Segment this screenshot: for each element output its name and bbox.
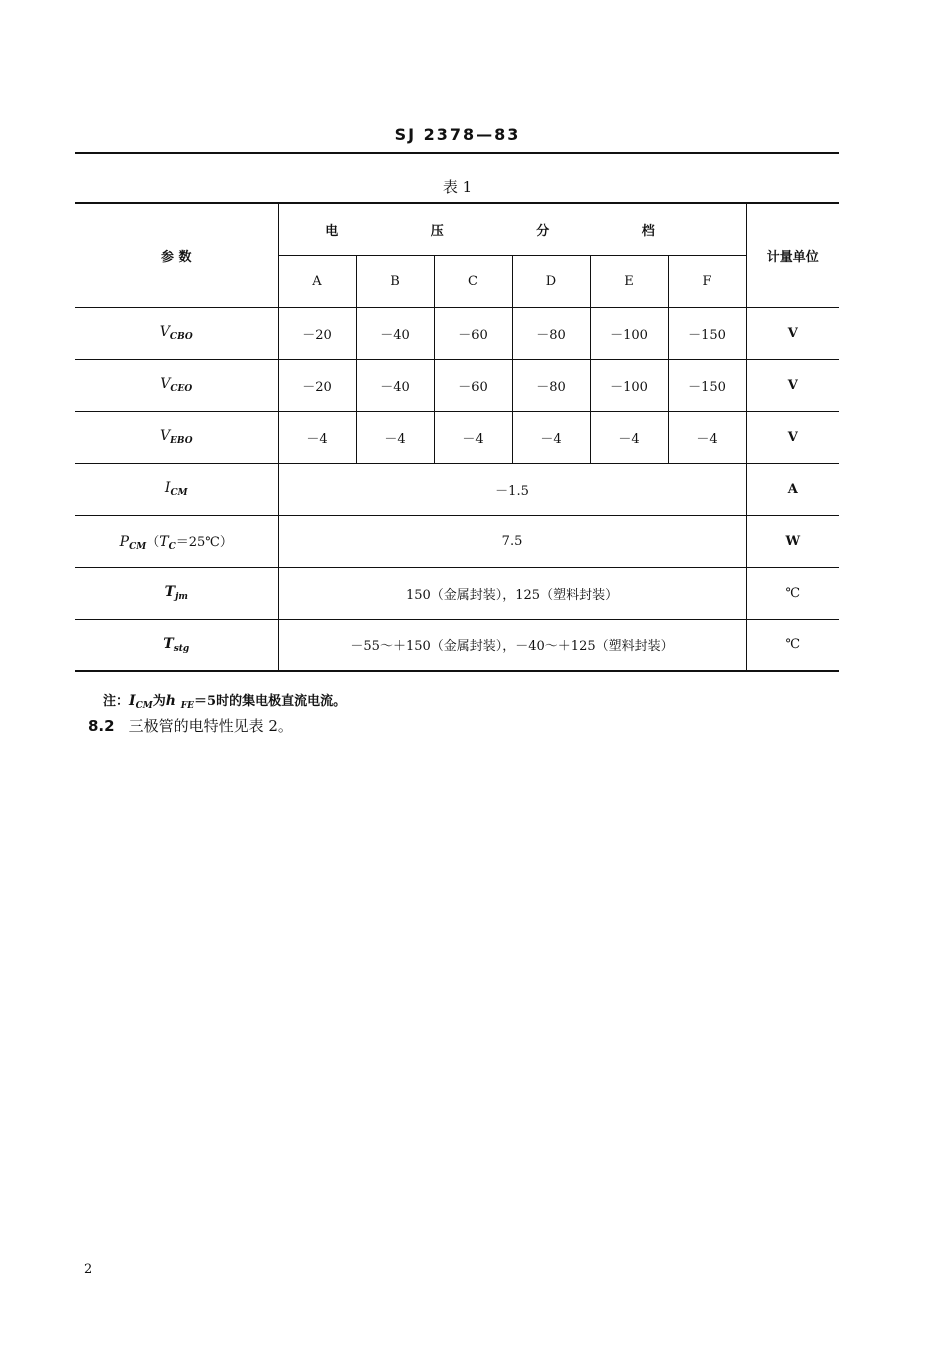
value-cell: －80 [512,307,590,359]
unit-header: 计量单位 [746,203,839,307]
param-icm: $I_{CM}$ [75,463,278,515]
table-row-icm [75,463,839,515]
param-tjm: $T_{jm}$ [75,567,278,619]
value-cell: －4 [512,411,590,463]
param-vcbo: $V_{CBO}$ [75,307,278,359]
page-number: 2 [84,1262,93,1277]
param-pcm: $P_{CM}(T_C=25℃)$ [75,515,278,567]
value-cell: －60 [434,307,512,359]
unit-cell: ℃ [746,567,839,619]
table-row-vceo [75,359,839,411]
class-e-header: E [590,255,668,307]
table-row-tstg [75,619,839,671]
class-b-header: B [356,255,434,307]
value-cell: －4 [278,411,356,463]
unit-cell: V [746,307,839,359]
unit-cell: V [746,411,839,463]
header-rule [75,152,839,154]
rating-table [75,202,839,672]
class-c-header: C [434,255,512,307]
clause-number: 8.2 [88,717,115,735]
clause-8-2 [88,715,293,736]
value-cell: －150 [668,359,746,411]
value-cell: －4 [668,411,746,463]
value-cell: －60 [434,359,512,411]
value-cell: －100 [590,307,668,359]
value-cell: －80 [512,359,590,411]
param-tstg: $T_{stg}$ [75,619,278,671]
value-cell: －4 [356,411,434,463]
param-vceo: $V_{CEO}$ [75,359,278,411]
table-row-tjm [75,567,839,619]
tjm-value: 150（金属封装），125（塑料封装） [278,567,746,619]
class-a-header: A [278,255,356,307]
param-header: 参 数 [75,203,278,307]
pcm-value: 7.5 [278,515,746,567]
unit-cell: ℃ [746,619,839,671]
unit-cell: V [746,359,839,411]
table-note: 注：$I_{CM}$为h $_{FE}$＝5时的集电极直流电流。 [103,693,347,711]
voltage-class-header: 电 压 分 档 [278,203,746,255]
value-cell: －20 [278,307,356,359]
unit-cell: A [746,463,839,515]
value-cell: －4 [434,411,512,463]
tstg-value: －55～＋150（金属封装），－40～＋125（塑料封装） [278,619,746,671]
class-d-header: D [512,255,590,307]
clause-text: 三极管的电特性见表 2。 [128,717,293,735]
table-title: 表 1 [442,178,473,196]
value-cell: －40 [356,307,434,359]
value-cell: －20 [278,359,356,411]
table-row-vebo [75,411,839,463]
param-vebo: $V_{EBO}$ [75,411,278,463]
icm-value: －1.5 [278,463,746,515]
unit-cell: W [746,515,839,567]
value-cell: －4 [590,411,668,463]
value-cell: －150 [668,307,746,359]
table-row-vcbo [75,307,839,359]
document-code: SJ 2378—83 [394,125,521,144]
table-row-pcm [75,515,839,567]
value-cell: －100 [590,359,668,411]
class-f-header: F [668,255,746,307]
value-cell: －40 [356,359,434,411]
